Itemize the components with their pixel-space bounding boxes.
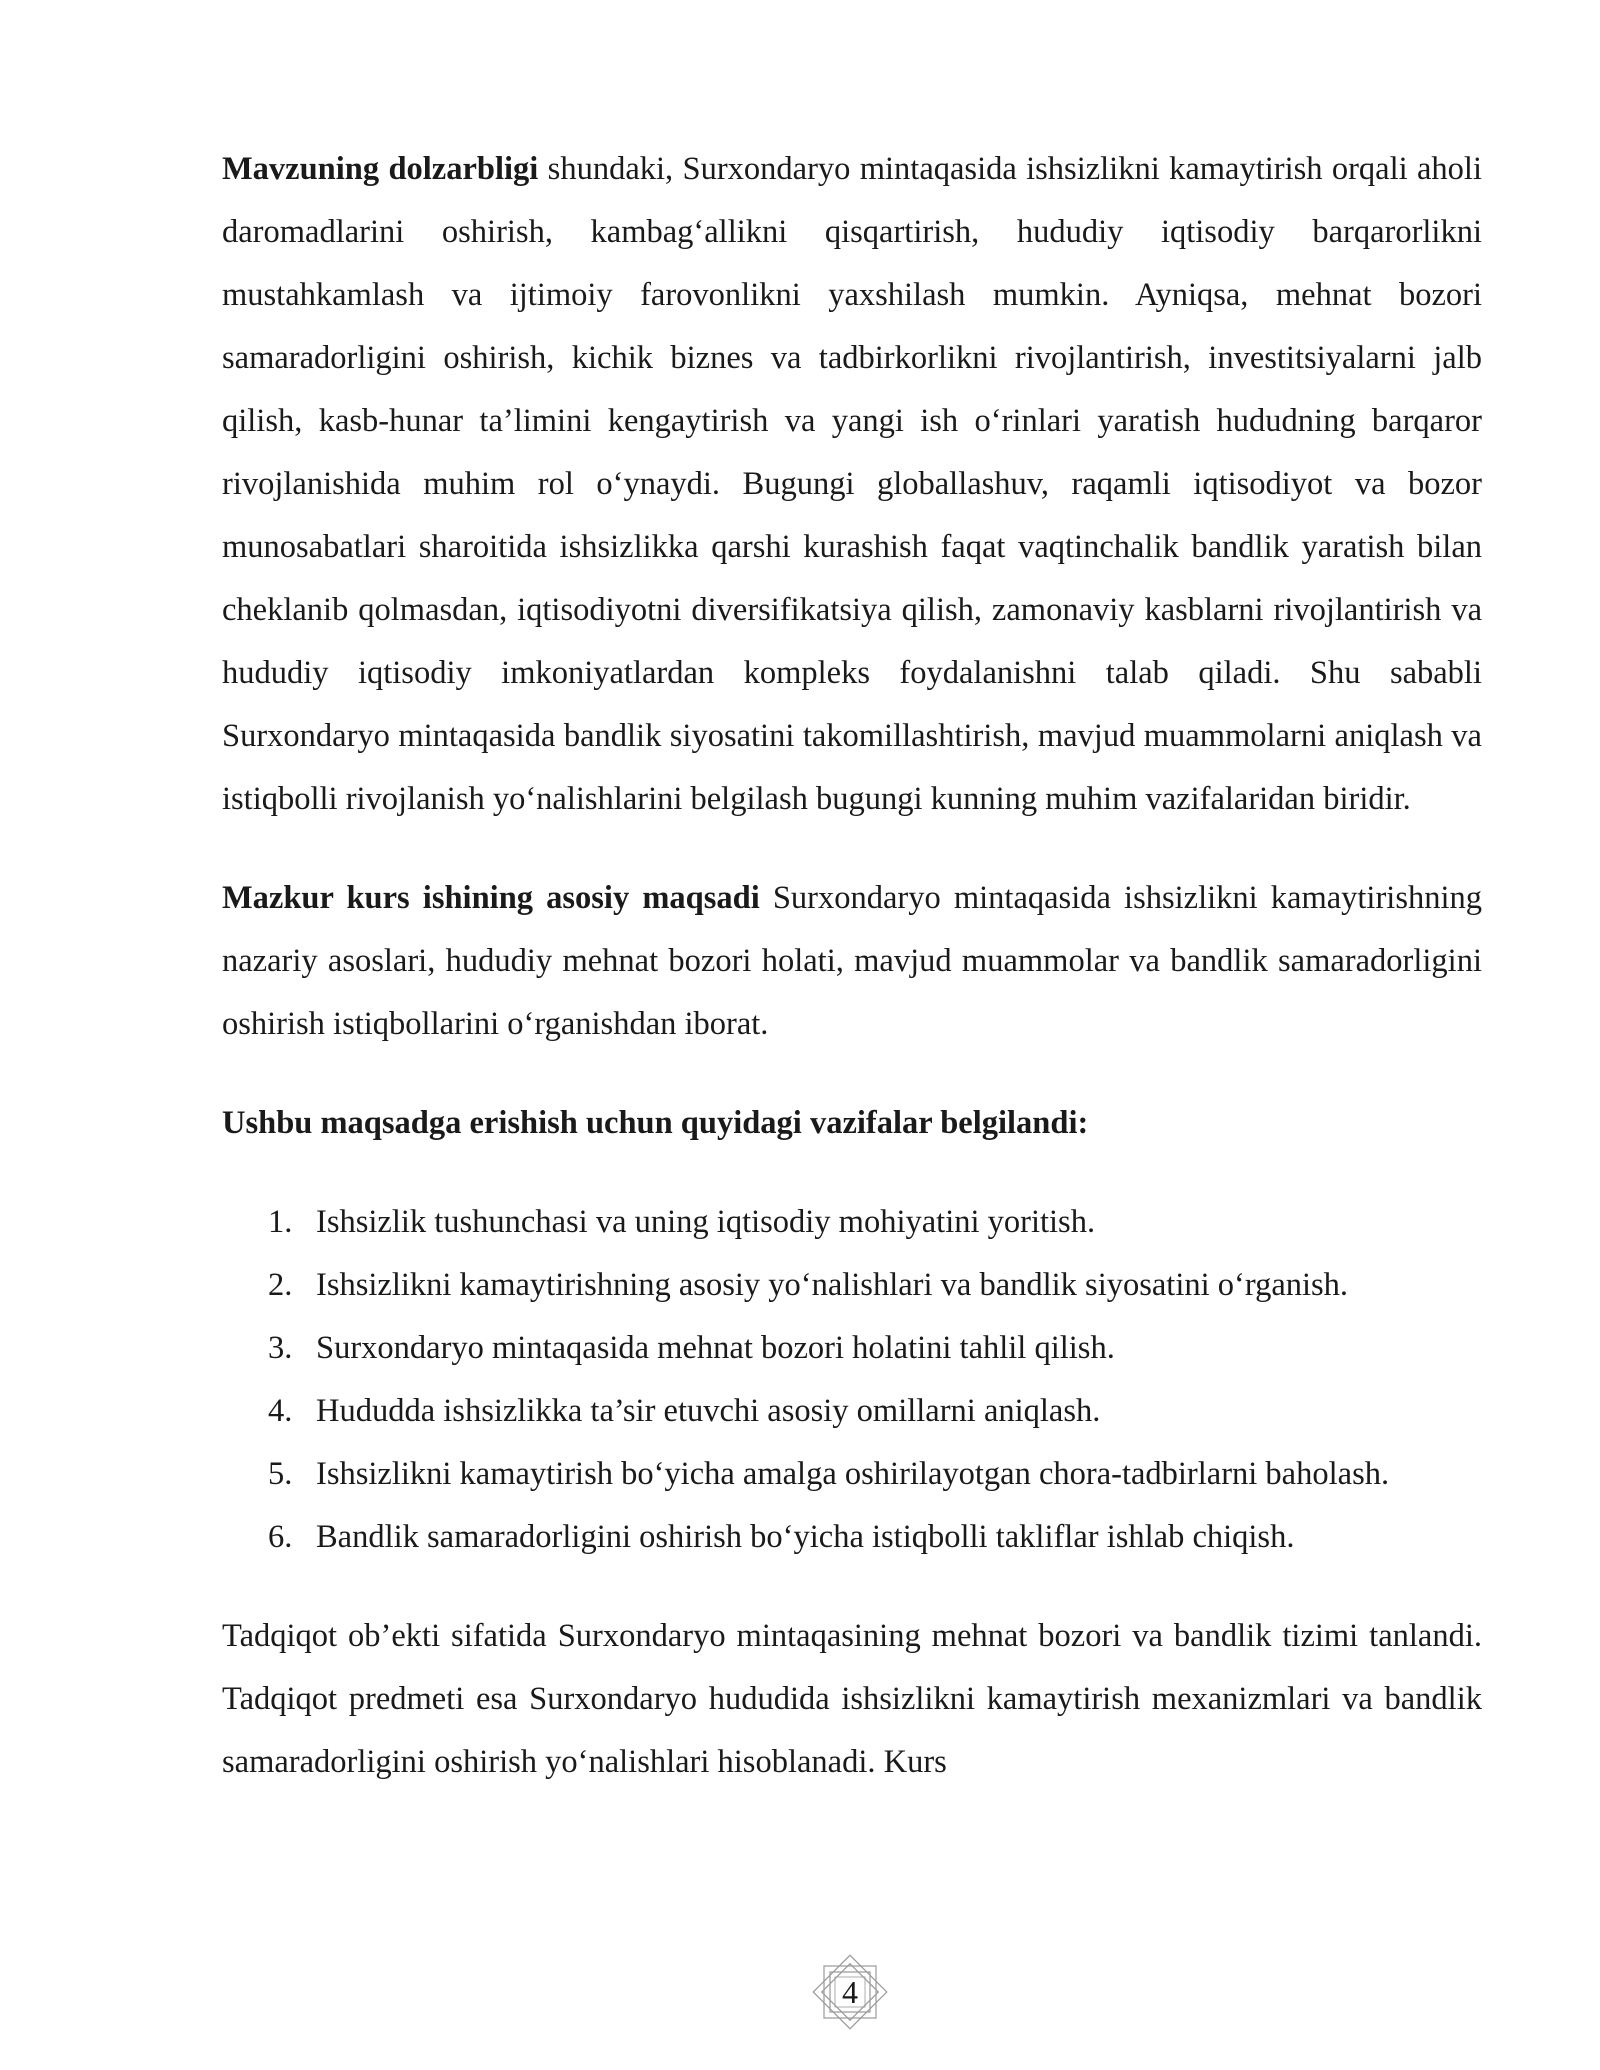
task-number: 1. bbox=[268, 1204, 293, 1240]
list-item bbox=[222, 1254, 1482, 1317]
task-number: 6. bbox=[268, 1519, 293, 1555]
list-item bbox=[222, 1317, 1482, 1380]
list-item bbox=[222, 1191, 1482, 1254]
task-number: 5. bbox=[268, 1456, 293, 1492]
list-item bbox=[222, 1380, 1482, 1443]
object-text: Tadqiqot ob’ekti sifatida Surxondaryo mintaqasining mehnat bozori va bandlik tizimi tanlandi. Tadqiqot predmeti esa Surxondaryo hududida ishsizlikni kamaytirish mexanizmlari va bandlik samaradorligini oshirish yo‘nalishlari hisoblanadi. Kurs bbox=[222, 1618, 1482, 1780]
task-text: Ishsizlikni kamaytirish bo‘yicha amalga oshirilayotgan chora-tadbirlarni baholash. bbox=[316, 1456, 1390, 1492]
relevance-lead: Mavzuning dolzarbligi bbox=[222, 151, 539, 187]
object-paragraph bbox=[222, 1605, 1482, 1794]
goal-lead: Mazkur kurs ishining asosiy maqsadi bbox=[222, 880, 760, 916]
tasks-list bbox=[222, 1191, 1482, 1569]
task-number: 4. bbox=[268, 1393, 293, 1429]
relevance-paragraph bbox=[222, 138, 1482, 831]
task-text: Ishsizlikni kamaytirishning asosiy yo‘nalishlari va bandlik siyosatini o‘rganish. bbox=[316, 1267, 1349, 1303]
tasks-heading: Ushbu maqsadga erishish uchun quyidagi vazifalar belgilandi: bbox=[222, 1105, 1089, 1141]
task-text: Hududda ishsizlikka ta’sir etuvchi asosiy omillarni aniqlash. bbox=[316, 1393, 1101, 1429]
list-item bbox=[222, 1443, 1482, 1506]
task-text: Bandlik samaradorligini oshirish bo‘yicha istiqbolli takliflar ishlab chiqish. bbox=[316, 1519, 1295, 1555]
task-text: Surxondaryo mintaqasida mehnat bozori holatini tahlil qilish. bbox=[316, 1330, 1115, 1366]
relevance-text: shundaki, Surxondaryo mintaqasida ishsizlikni kamaytirish orqali aholi daromadlarini oshirish, kambag‘allikni qisqartirish, hududiy iqtisodiy barqarorlikni mustahkamlash va ijtimoiy farovonlikni yaxshilash mumkin. Ayniqsa, mehnat bozori samaradorligini oshirish, kichik biznes va tadbirkorlikni rivojlantirish, investitsiyalarni jalb qilish, kasb-hunar ta’limini kengaytirish va yangi ish o‘rinlari yaratish hududning barqaror rivojlanishida muhim rol o‘ynaydi. Bugungi globallashuv, raqamli iqtisodiyot va bozor munosabatlari sharoitida ishsizlikka qarshi kurashish faqat vaqtinchalik bandlik yaratish bilan cheklanib qolmasdan, iqtisodiyotni diversifikatsiya qilish, zamonaviy kasblarni rivojlantirish va hududiy iqtisodiy imkoniyatlardan kompleks foydalanishni talab qiladi. Shu sababli Surxondaryo mintaqasida bandlik siyosatini takomillashtirish, mavjud muammolarni aniqlash va istiqbolli rivojlanish yo‘nalishlarini belgilash bugungi kunning muhim vazifalaridan biridir. bbox=[222, 151, 1482, 817]
goal-paragraph bbox=[222, 867, 1482, 1056]
page-number bbox=[810, 1952, 890, 2032]
list-item bbox=[222, 1506, 1482, 1569]
task-number: 2. bbox=[268, 1267, 293, 1303]
task-number: 3. bbox=[268, 1330, 293, 1366]
goal-text: Surxondaryo mintaqasida ishsizlikni kamaytirishning nazariy asoslari, hududiy mehnat bozori holati, mavjud muammolar va bandlik samaradorligini oshirish istiqbollarini o‘rganishdan iborat. bbox=[222, 880, 1482, 1042]
task-text: Ishsizlik tushunchasi va uning iqtisodiy mohiyatini yoritish. bbox=[316, 1204, 1096, 1240]
document-body bbox=[222, 138, 1482, 1830]
page-number-text: 4 bbox=[842, 1974, 858, 2010]
